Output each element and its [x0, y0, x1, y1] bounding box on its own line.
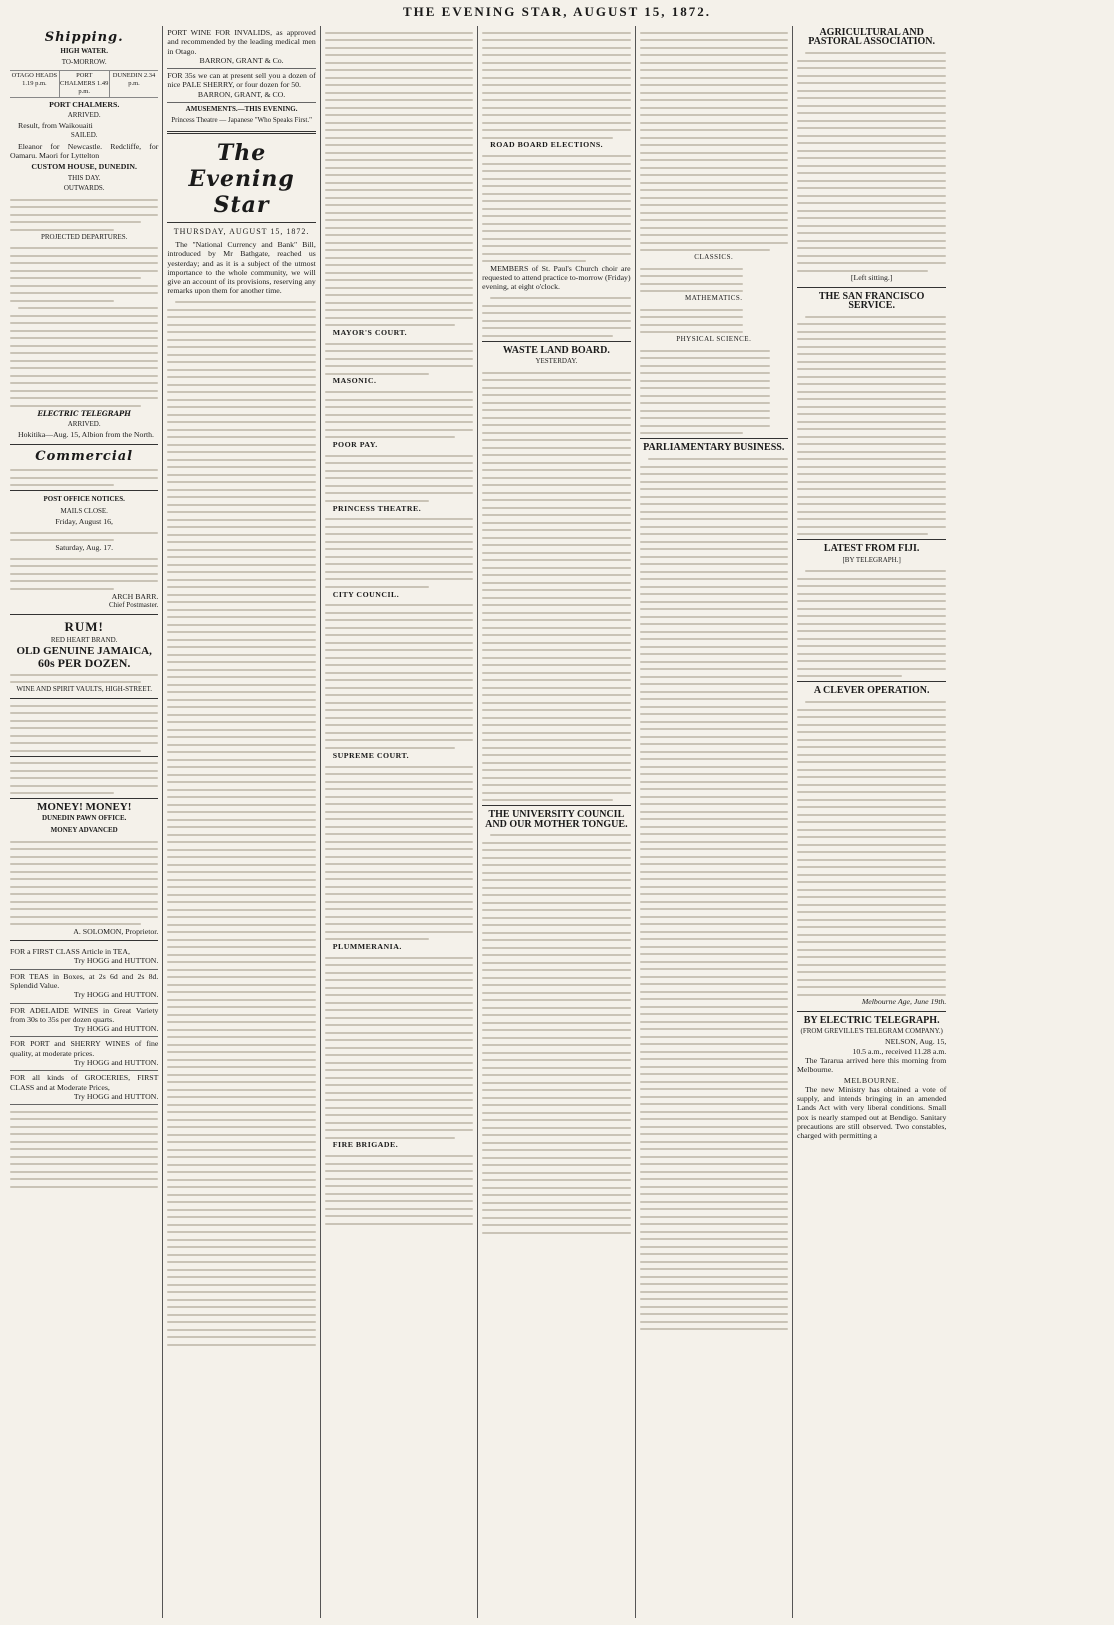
arch-barr: ARCH BARR.	[111, 591, 159, 601]
fiji-heading: LATEST FROM FIJI.	[823, 543, 920, 555]
amusements-heading: AMUSEMENTS.—THIS EVENING.	[185, 105, 298, 114]
chief-postmaster: Chief Postmaster.	[109, 600, 159, 609]
families-text	[10, 762, 158, 794]
newspaper-page	[6, 26, 1108, 1618]
paper-title: The Evening Star	[188, 139, 295, 218]
fire-brigade: FIRE BRIGADE.	[332, 1140, 399, 1150]
money-heading: MONEY! MONEY!	[36, 801, 132, 814]
nelson-time: 10.5 a.m., received 11.28 a.m.	[852, 1046, 947, 1056]
mails-close-label: MAILS CLOSE.	[60, 506, 108, 515]
yesterday-label: YESTERDAY.	[535, 357, 578, 366]
friday-line: Friday, August 16,	[55, 516, 113, 526]
tararua-text: The Tararua arrived here this morning from Melbourne.	[796, 1055, 947, 1075]
arrived-label: ARRIVED.	[67, 110, 101, 119]
ad-adelaide: FOR ADELAIDE WINES in Great Variety from 30s to 35s per dozen quarts. Try HOGG and HUTTON.	[10, 1004, 158, 1038]
wine-vaults: WINE AND SPIRIT VAULTS, HIGH-STREET.	[16, 684, 153, 693]
masonic-text	[325, 391, 473, 438]
sailed-label: SAILED.	[70, 131, 98, 140]
san-francisco-text	[797, 316, 946, 536]
leading-article: The "National Currency and Bank" Bill, introduced by Mr Bathgate, reached us yesterday; and as it is a subject of the utmost importance to the whole community, we will give an account of its provisions, reserving any remarks upon them for another time.	[167, 239, 316, 296]
city-council-text	[325, 604, 473, 749]
mayor-court: MAYOR'S COURT.	[332, 327, 408, 337]
agricultural-heading: AGRICULTURAL AND PASTORAL ASSOCIATION.	[808, 27, 935, 48]
arrived-text: Result, from Waikouaiti	[18, 121, 93, 131]
this-day-label: THIS DAY.	[67, 173, 101, 182]
pawn-text	[10, 841, 158, 926]
fiji-text	[797, 570, 946, 677]
port-chalmers-heading: PORT CHALMERS.	[49, 99, 120, 109]
by-electric-heading: BY ELECTRIC TELEGRAPH.	[803, 1014, 940, 1026]
high-water-heading: HIGH WATER.	[60, 47, 108, 55]
melbourne-age: Melbourne Age, June 19th.	[861, 997, 947, 1007]
projected-text	[10, 247, 158, 302]
bank-bill-continued	[325, 32, 473, 327]
ad-sherry: FOR 35s we can at present sell you a dozen of nice PALE SHERRY, or four dozen for 50. BARRON, GRANT, & CO.	[167, 69, 315, 103]
masonic: MASONIC.	[332, 376, 377, 386]
university-continued	[640, 32, 788, 252]
sailed-text: Eleanor for Newcastle. Redcliffe, for Oamaru. Maori for Lyttelton	[10, 141, 159, 161]
waste-land-text	[482, 372, 630, 802]
projected-label: PROJECTED DEPARTURES.	[40, 232, 128, 241]
ad-port: FOR PORT and SHERRY WINES of fine quality, at moderate prices. Try HOGG and HUTTON.	[10, 1037, 158, 1071]
tide-dunedin: DUNEDIN 2.34 p.m.	[112, 71, 156, 87]
to-morrow-label: TO-MORROW.	[61, 58, 107, 67]
ad-groceries: FOR all kinds of GROCERIES, FIRST CLASS and at Moderate Prices, Try HOGG and HUTTON.	[10, 1071, 158, 1105]
princess-theatre: PRINCESS THEATRE.	[332, 503, 422, 513]
sixty-per-dozen: 60s PER DOZEN.	[38, 655, 131, 670]
tide-otago: OTAGO HEADS 1.19 p.m.	[10, 71, 60, 97]
outwards-text	[10, 199, 158, 231]
red-heart: RED HEART BRAND.	[50, 636, 118, 645]
road-board-text	[482, 155, 630, 262]
electric-telegraph-heading: ELECTRIC TELEGRAPH	[37, 408, 131, 418]
column-6	[793, 26, 950, 1618]
old-genuine: OLD GENUINE JAMAICA,	[16, 645, 152, 658]
greville-label: (FROM GREVILLE'S TELEGRAM COMPANY.)	[800, 1027, 943, 1036]
road-board: ROAD BOARD ELECTIONS.	[490, 140, 604, 150]
ad-teas: FOR TEAS in Boxes, at 2s 6d and 2s 8d. Splendid Value. Try HOGG and HUTTON.	[10, 970, 158, 1004]
poor-pay: POOR PAY.	[332, 439, 378, 449]
princess-theatre-text	[325, 518, 473, 588]
paper-title-block	[167, 140, 315, 236]
nelson-dateline: NELSON, Aug. 15,	[885, 1037, 947, 1047]
paper-date: THURSDAY, AUGUST 15, 1872.	[173, 226, 310, 236]
pawn-office: DUNEDIN PAWN OFFICE.	[41, 814, 127, 823]
classics-list	[640, 268, 788, 293]
blends-text	[10, 705, 158, 752]
fire-brigade-text	[325, 1155, 473, 1225]
university-heading: THE UNIVERSITY COUNCIL AND OUR MOTHER TONGUE.	[485, 809, 628, 830]
poor-pay-text	[325, 455, 473, 502]
classics-heading: CLASSICS.	[694, 252, 734, 261]
hokitika-text: Hokitika—Aug. 15, Albion from the North.	[18, 430, 154, 440]
left-sitting: [Left sitting.]	[850, 273, 893, 283]
parliamentary-text	[640, 458, 788, 1330]
ad-tea: FOR a FIRST CLASS Article in TEA, Try HOGG and HUTTON.	[10, 945, 158, 970]
mayor-court-text	[325, 343, 473, 375]
parliamentary-heading: PARLIAMENTARY BUSINESS.	[643, 442, 785, 454]
san-francisco-heading: THE SAN FRANCISCO SERVICE.	[818, 290, 925, 311]
leading-article-body	[167, 301, 315, 1346]
commercial-heading: Commercial	[35, 448, 134, 464]
supreme-court: SUPREME COURT.	[332, 750, 410, 760]
clever-operation-heading: A CLEVER OPERATION.	[813, 685, 930, 697]
supreme-court-text	[325, 766, 473, 941]
tide-table	[10, 70, 158, 98]
rum-text	[10, 674, 158, 684]
friday-mails-text	[10, 532, 158, 542]
secret-text	[10, 1111, 158, 1188]
outwards-label: OUTWARDS.	[63, 183, 105, 192]
shipping-heading: Shipping.	[44, 30, 124, 45]
ad-port-wine: PORT WINE FOR INVALIDS, as approved and recommended by the leading medical men in Otago. BARRON, GRANT & Co.	[167, 26, 315, 69]
university-text	[482, 834, 630, 1234]
column-5	[636, 26, 793, 1618]
st-pauls-notice: MEMBERS of St. Paul's Church choir are requested to attend practice to-morrow (Friday) evening, at eight o'clock.	[482, 263, 631, 292]
commercial-text	[10, 469, 158, 486]
scott-text	[482, 297, 630, 337]
theatre-listing: Princess Theatre — Japanese "Who Speaks First."	[171, 116, 312, 125]
masthead: THE EVENING STAR, AUGUST 15, 1872.	[402, 4, 712, 19]
mathematics-heading: MATHEMATICS.	[684, 293, 743, 302]
saturday-line: Saturday, Aug. 17.	[55, 542, 114, 552]
brigade-continued	[482, 32, 630, 139]
plummerania: PLUMMERANIA.	[332, 941, 402, 951]
money-advanced: MONEY ADVANCED	[50, 825, 118, 834]
melbourne-text: The new Ministry has obtained a vote of supply, and intends bringing in an amended Lands Act with very liberal conditions. Small pox is nearly stamped out at Bendigo. Sanitary precautions are still observed. Two constables, charged with permitting a	[796, 1084, 947, 1141]
waste-land-heading: WASTE LAND BOARD.	[502, 344, 610, 356]
post-office-heading: POST OFFICE NOTICES.	[43, 495, 125, 504]
mathematics-list	[640, 309, 788, 334]
arrived2-label: ARRIVED.	[67, 420, 101, 429]
column-1	[6, 26, 163, 1618]
column-4	[478, 26, 635, 1618]
saturday-mails-text	[10, 558, 158, 590]
tide-port-chalmers: PORT CHALMERS 1.49 p.m.	[59, 71, 109, 95]
rum-heading: RUM!	[64, 619, 104, 635]
column-2	[163, 26, 320, 1618]
clever-operation-text	[797, 701, 946, 996]
science-list	[640, 350, 788, 435]
by-telegraph-label: [BY TELEGRAPH.]	[842, 555, 901, 564]
shipping-news-text	[10, 307, 158, 407]
agricultural-text	[797, 52, 946, 272]
custom-house-heading: CUSTOM HOUSE, DUNEDIN.	[31, 162, 137, 172]
plummerania-text	[325, 957, 473, 1139]
solomon: A. SOLOMON, Proprietor.	[73, 926, 159, 936]
melbourne-heading: MELBOURNE.	[843, 1075, 900, 1085]
physical-science-heading: PHYSICAL SCIENCE.	[676, 334, 752, 343]
column-3	[321, 26, 478, 1618]
city-council: CITY COUNCIL.	[332, 589, 400, 599]
